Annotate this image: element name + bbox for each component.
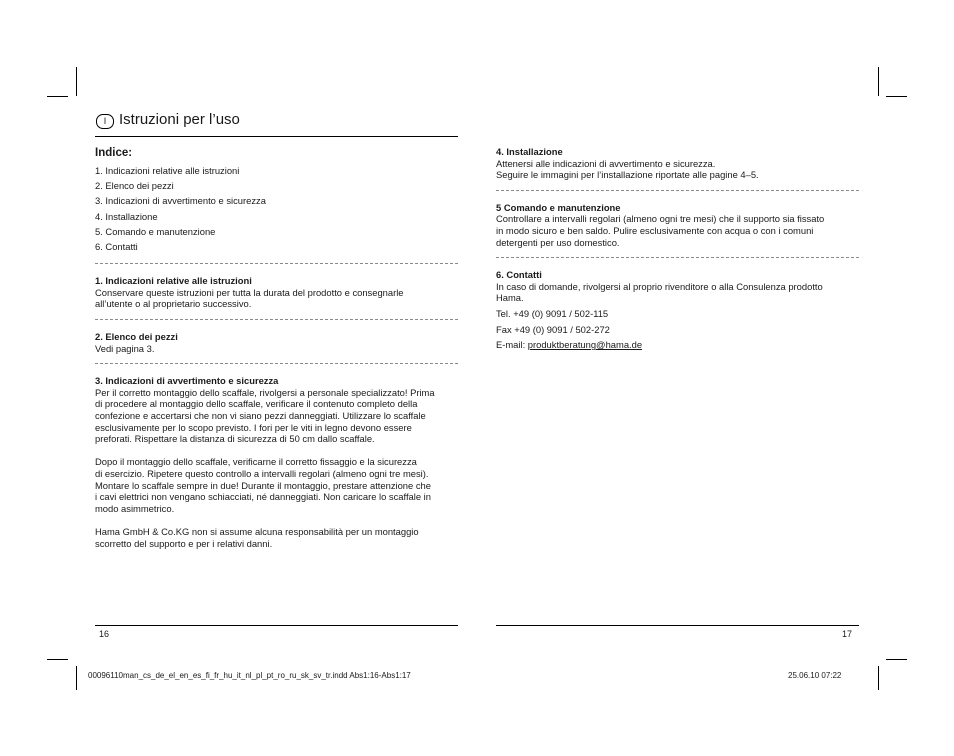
toc-item: 2. Elenco dei pezzi	[95, 180, 174, 192]
toc-heading: Indice:	[95, 147, 133, 159]
crop-mark	[886, 96, 907, 97]
footer-rule-left	[95, 625, 458, 626]
body-text: di procedere al montaggio dello scaffale, verificare il contenuto completo della	[95, 398, 418, 410]
body-text: Vedi pagina 3.	[95, 342, 155, 354]
section-divider	[496, 257, 859, 258]
body-text: di esercizio. Ripetere questo controllo a intervalli regolari (almeno ogni tre mesi).	[95, 467, 429, 479]
toc-item: 5. Comando e manutenzione	[95, 225, 216, 237]
body-text: Per il corretto montaggio dello scaffale, rivolgersi a personale specializzato! Prima	[95, 386, 435, 398]
body-text: Controllare a intervalli regolari (almeno ogni tre mesi) che il supporto sia fissato	[496, 213, 825, 225]
crop-mark	[47, 659, 68, 660]
crop-mark	[47, 96, 68, 97]
section-divider	[95, 319, 458, 320]
body-text: Hama.	[496, 292, 524, 304]
section-title: 3. Indicazioni di avvertimento e sicurezza	[95, 375, 279, 387]
print-slug-filename: 00096110man_cs_de_el_en_es_fi_fr_hu_it_nl_pl_pt_ro_ru_sk_sv_tr.indd Abs1:16-Abs1:17	[88, 671, 411, 680]
section-divider	[496, 190, 859, 191]
body-text: Attenersi alle indicazioni di avvertimento e sicurezza.	[496, 157, 716, 169]
crop-mark	[76, 67, 77, 96]
page-number-left: 16	[99, 629, 110, 639]
section-title: 2. Elenco dei pezzi	[95, 331, 178, 342]
body-text: esclusivamente per lo scopo previsto. I fori per le viti in legno devono essere	[95, 421, 412, 433]
body-text: detergenti per uso domestico.	[496, 236, 620, 248]
crop-mark	[878, 666, 879, 690]
body-text: i cavi elettrici non vengano schiacciati, né danneggiati. Non caricare lo scaffale in	[95, 491, 431, 503]
page-title: Istruzioni per l’uso	[119, 111, 240, 128]
body-text: Hama GmbH & Co.KG non si assume alcuna responsabilità per un montaggio	[95, 525, 419, 537]
body-text: Conservare queste istruzioni per tutta la durata del prodotto e consegnarle	[95, 286, 404, 298]
print-slug-date: 25.06.10 07:22	[788, 671, 842, 680]
email-label: E-mail:	[496, 339, 528, 351]
page-number-right: 17	[842, 629, 853, 639]
crop-mark	[76, 666, 77, 690]
toc-item: 3. Indicazioni di avvertimento e sicurezza	[95, 195, 266, 207]
body-text: Dopo il montaggio dello scaffale, verificarne il corretto fissaggio e la sicurezza	[95, 456, 417, 468]
section-title: 6. Contatti	[496, 269, 542, 281]
email-line	[496, 339, 861, 351]
section-title: 1. Indicazioni relative alle istruzioni	[95, 275, 252, 287]
section-divider	[95, 263, 458, 264]
toc-item: 1. Indicazioni relative alle istruzioni	[95, 165, 240, 176]
body-text: Montare lo scaffale sempre in due! Durante il montaggio, prestare attenzione che	[95, 479, 431, 491]
crop-mark	[886, 659, 907, 660]
email-link[interactable]: produktberatung@hama.de	[527, 339, 643, 351]
page-header	[95, 110, 458, 137]
body-text: modo asimmetrico.	[95, 502, 175, 514]
body-text: confezione e accertarsi che non vi siano pezzi danneggiati. Utilizzare lo scaffale	[95, 409, 426, 421]
body-text: in modo sicuro e ben saldo. Pulire esclusivamente con acqua o con i comuni	[496, 224, 814, 236]
right-column	[496, 146, 861, 351]
body-text: scorretto del supporto e per i relativi danni.	[95, 537, 273, 549]
phone-number: Tel. +49 (0) 9091 / 502-115	[496, 307, 609, 319]
paragraph-gap	[95, 445, 460, 457]
fax-number: Fax +49 (0) 9091 / 502-272	[496, 323, 610, 335]
paragraph-gap	[95, 514, 460, 526]
section-title: 5 Comando e manutenzione	[496, 201, 621, 213]
footer-rule-right	[496, 625, 859, 626]
section-title: 4. Installazione	[496, 146, 563, 157]
toc-item: 6. Contatti	[95, 241, 138, 253]
body-text: Seguire le immagini per l’installazione riportate alle pagine 4–5.	[496, 169, 759, 181]
language-badge: I	[96, 114, 114, 129]
crop-mark	[878, 67, 879, 96]
body-text: In caso di domande, rivolgersi al proprio rivenditore o alla Consulenza prodotto	[496, 280, 823, 292]
section-divider	[95, 363, 458, 364]
left-column	[95, 146, 460, 549]
body-text: preforati. Rispettare la distanza di sicurezza di 50 cm dallo scaffale.	[95, 433, 375, 445]
toc-item: 4. Installazione	[95, 210, 158, 222]
body-text: all’utente o al proprietario successivo.	[95, 298, 252, 310]
